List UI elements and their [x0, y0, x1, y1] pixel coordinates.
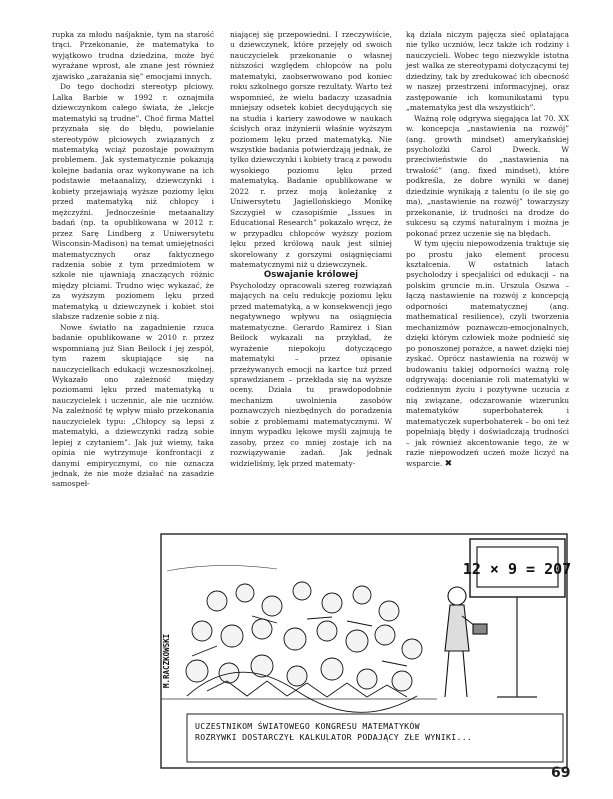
section-heading: Oswajanie królowej [263, 270, 359, 281]
paragraph: niającej się przepowiedni. I rzeczywiście, u dziewczynek, które przejęły od swoich nauczycielek przekonanie o własnej niższości względem chłopców na polu matematyki, zaobserwowano pod koniec roku szkolnego gorsze rezultaty. Warto też wspomnieć, że wielu badaczy uzasadnia mniejszy odsetek kobiet decydujących się na studia i kariery zawodowe w naukach ścisłych oraz inżynierii właśnie wyższym poziomem lęku przed matematyką. Nie wszystkie badania potwierdzają jednak, że tylko dziewczynki i kobiety tracą z powodu wysokiego poziomu lęku przed matematyką. Badanie opublikowane w 2022 r. przez moją koleżankę z Uniwersytetu Jagiellońskiego Monikę Szczygieł w czasopiśmie „Issues in Educational Research” pokazało wręcz, że w przypadku chłopców wyższy poziom lęku przed królową nauk jest silniej skorelowany z gorszymi osiągnięciami matematycznymi niż u dziewczynek. [230, 30, 392, 269]
paragraph: Ważną rolę odgrywa sięgająca lat 70. XX w. koncepcja „nastawienia na rozwój” (ang. growth mindset) amerykańskiej psycholożki Carol Dweck. W przeciwieństwie do „nastawienia na trwałość” (ang. fixed mindset), które podkreśla, że dobre wyniki w danej dziedzinie wynikają z talentu (o ile się go ma), „nastawienie na rozwój” towarzyszy przekonanie, iż trudności na drodze do sukcesu są czymś naturalnym i można je pokonać przez uczenie się na błędach. [406, 113, 569, 238]
paragraph: rupka za młodu naśjaknie, tym na starość trąci. Przekonanie, że matematyka to wyjątkowo trudna dziedzina, może być wyrażane wprost, ale znane jest również zjawisko „zarażania się” emocjami innych. [52, 30, 214, 81]
caption-line: UCZESTNIKOM ŚWIATOWEGO KONGRESU MATEMATYKÓW [195, 721, 420, 731]
paragraph: ką działa niczym pajęcza sieć oplatająca nie tylko uczniów, lecz także ich rodziny i nauczycieli. Wobec tego niezwykle istotna jest walka ze stereotypami dotyczącymi tej dziedziny, tak by zredukować ich obecność w naszej przestrzeni informacyjnej, oraz zastępowanie ich komunikatami typu „matematyka jest dla wszystkich”. [406, 30, 569, 113]
paragraph: Nowe światło na zagadnienie rzuca badanie opublikowane w 2010 r. przez wspomnianą już Sian Beilock i jej zespół, tym razem skupiające się na nauczycielkach edukacji wczesnoszkolnej. Wykazało ono zależność między poziomami lęku przed matematyką u nauczycielek i uczennic, ale nie uczniów. Na zależność tę wpływ miało przekonania nauczycielek typu: „Chłopcy są lepsi z matematyki, a dziewczynki radzą sobie lepiej z czytaniem”. Jak już wiemy, taka opinia nie wytrzymuje konfrontacji z danymi empirycznymi, co nie oznacza jednak, że nie może działać na zasadzie samospeł- [52, 322, 214, 489]
text-column-1 [52, 30, 214, 490]
paragraph-text: W tym ujęciu niepowodzenia traktuje się po prostu jako element procesu kształcenia. W ostatnich latach psycholodzy i specjaliści od edukacji – na polskim gruncie m.in. Urszula Oszwa – łączą nastawienie na rozwój z koncepcją odporności matematycznej (ang. mathematical resilience), czyli tworzenia mechanizmów poznawczo-emocjonalnych, dzięki którym człowiek może podnieść się po ponoszonej porażce, a nawet dzięki niej zyskać. Oprócz nastawienia na rozwój w budowaniu takiej odporności ważną rolę odgrywają: docenianie roli matematyki w codziennym życiu i pozytywne uczucia z nią związane, odczarowanie wizerunku matematyków superbohaterek i matematyczek superbohaterek – bo oni też popełniają błędy i doświadczają trudności – jak również akcentowanie tego, że w razie niepowodzeń uczeń może liczyć na wsparcie. [406, 239, 569, 468]
paragraph: Psycholodzy opracowali szereg rozwiązań mających na celu redukcję poziomu lęku przed matematyką, a w konsekwencji jego negatywnego wpływu na osiągnięcia matematyczne. Gerardo Ramirez i Sian Beilock wykazali na przykład, że wyrażenie niepokoju dotyczącego matematyki – przez opisanie przeżywanych emocji na kartce tuż przed sprawdzianem – przekłada się na wyższe oceny. Działa tu prawdopodobnie mechanizm uwolnienia zasobów poznawczych niezbędnych do poradzenia sobie z problemami matematycznymi. W innym wypadku lękowe myśli zajmują te zasoby, przez co mniej zostaje ich na rozwiązywanie zadań. Jak jednak widzieliśmy, lęk przed matematy- [230, 280, 392, 468]
text-column-2 [230, 30, 392, 469]
page-number: 69 [551, 765, 571, 781]
caption-line: ROZRYWKI DOSTARCZYŁ KALKULATOR PODAJĄCY ZŁE WYNIKI... [195, 732, 473, 742]
cartoon-caption [195, 721, 565, 743]
paragraph [406, 239, 569, 469]
calculator-equation: 12 × 9 = 207 [462, 560, 570, 578]
paragraph: Do tego dochodzi stereotyp płciowy. Lalka Barbie w 1992 r. oznajmiła dziewczynkom całego świata, że „lekcje matematyki są trudne”. Choć firma Mattel przyznała się do błędu, powielanie stereotypów płciowych związanych z matematyką wciąż pozostaje poważnym problemem. Jak systematycznie pokazują kolejne badania oraz wykonywane na ich podstawie metaanalizy, dziewczynki i kobiety przejawiają wyższe poziomy lęku przed matematyką niż chłopcy i mężczyźni. Jednocześnie metaanalizy badań (np. ta opublikowana w 2012 r. przez Sarę Lindberg z Uniwersytetu Wisconsin-Madison) na temat umiejętności matematycznych oraz faktycznego radzenia sobie z tym przedmiotem w szkole nie ujawniają znaczących różnic między płciami. Trudno więc wykazać, że za wyższym poziomem lęku przed matematyką u dziewczynek i kobiet stoi słabsze radzenie sobie z nią. [52, 82, 214, 322]
end-of-article-icon: ✖ [444, 458, 453, 469]
text-column-3 [406, 30, 569, 469]
artist-signature: M.RACZKOWSKI [162, 633, 171, 688]
